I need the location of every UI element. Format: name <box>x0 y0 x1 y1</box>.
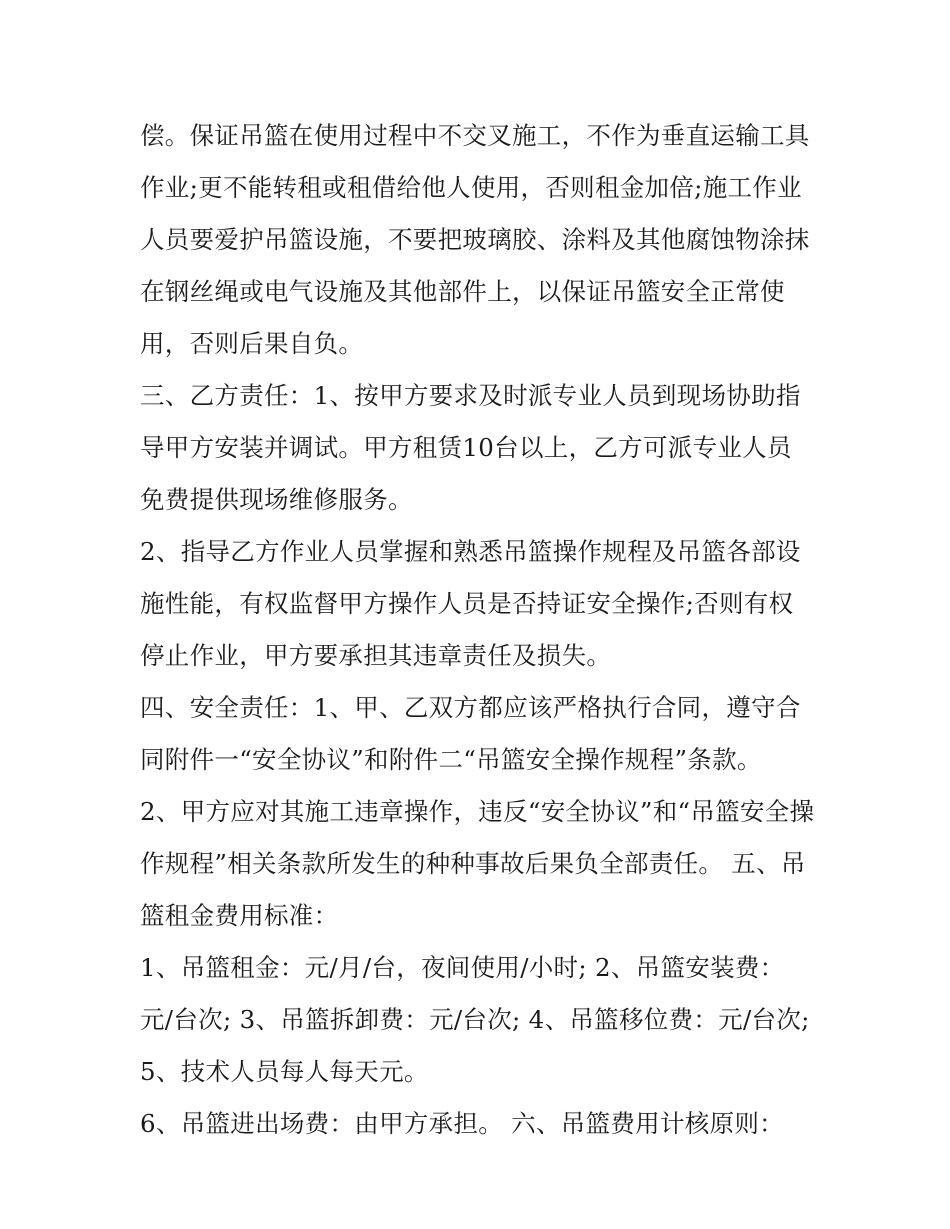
text-line: 四、安全责任：1、甲、乙双方都应该严格执行合同，遵守合 <box>140 693 801 722</box>
text-line: 同附件一“安全协议”和附件二“吊篮安全操作规程”条款。 <box>140 745 762 774</box>
text-line: 2、甲方应对其施工违章操作，违反“安全协议”和“吊篮安全操 <box>140 797 815 826</box>
text-line: 三、乙方责任：1、按甲方要求及时派专业人员到现场协助指 <box>140 381 801 410</box>
paragraph-6 <box>140 942 820 1098</box>
text-line: 1、吊篮租金：元/月/台，夜间使用/小时; 2、吊篮安装费： <box>140 953 785 982</box>
paragraph-1 <box>140 110 820 370</box>
text-line: 元/台次; 3、吊篮拆卸费：元/台次; 4、吊篮移位费：元/台次; <box>140 1005 810 1034</box>
text-line: 6、吊篮进出场费：由甲方承担。 六、吊篮费用计核原则： <box>140 1109 784 1138</box>
text-line: 停止作业，甲方要承担其违章责任及损失。 <box>140 641 612 670</box>
text-line: 5、技术人员每人每天元。 <box>140 1057 429 1086</box>
document-body <box>140 110 820 1150</box>
text-line: 用，否则后果自负。 <box>140 329 364 358</box>
text-line: 在钢丝绳或电气设施及其他部件上，以保证吊篮安全正常使 <box>140 277 785 306</box>
text-line: 偿。保证吊篮在使用过程中不交叉施工，不作为垂直运输工具 <box>140 121 810 150</box>
text-line: 导甲方安装并调试。甲方租赁10台以上，乙方可派专业人员 <box>140 433 792 462</box>
paragraph-7 <box>140 1098 820 1150</box>
text-line: 2、指导乙方作业人员掌握和熟悉吊篮操作规程及吊篮各部设 <box>140 537 801 566</box>
text-line: 篮租金费用标准： <box>140 901 339 930</box>
paragraph-2 <box>140 370 820 526</box>
text-line: 人员要爱护吊篮设施，不要把玻璃胶、涂料及其他腐蚀物涂抹 <box>140 225 810 254</box>
paragraph-5 <box>140 786 820 942</box>
text-line: 免费提供现场维修服务。 <box>140 485 413 514</box>
text-line: 施性能，有权监督甲方操作人员是否持证安全操作;否则有权 <box>140 589 794 618</box>
text-line: 作业;更不能转租或租借给他人使用，否则租金加倍;施工作业 <box>140 173 802 202</box>
paragraph-3 <box>140 526 820 682</box>
paragraph-4 <box>140 682 820 786</box>
text-line: 作规程”相关条款所发生的种种事故后果负全部责任。 五、吊 <box>140 849 806 878</box>
